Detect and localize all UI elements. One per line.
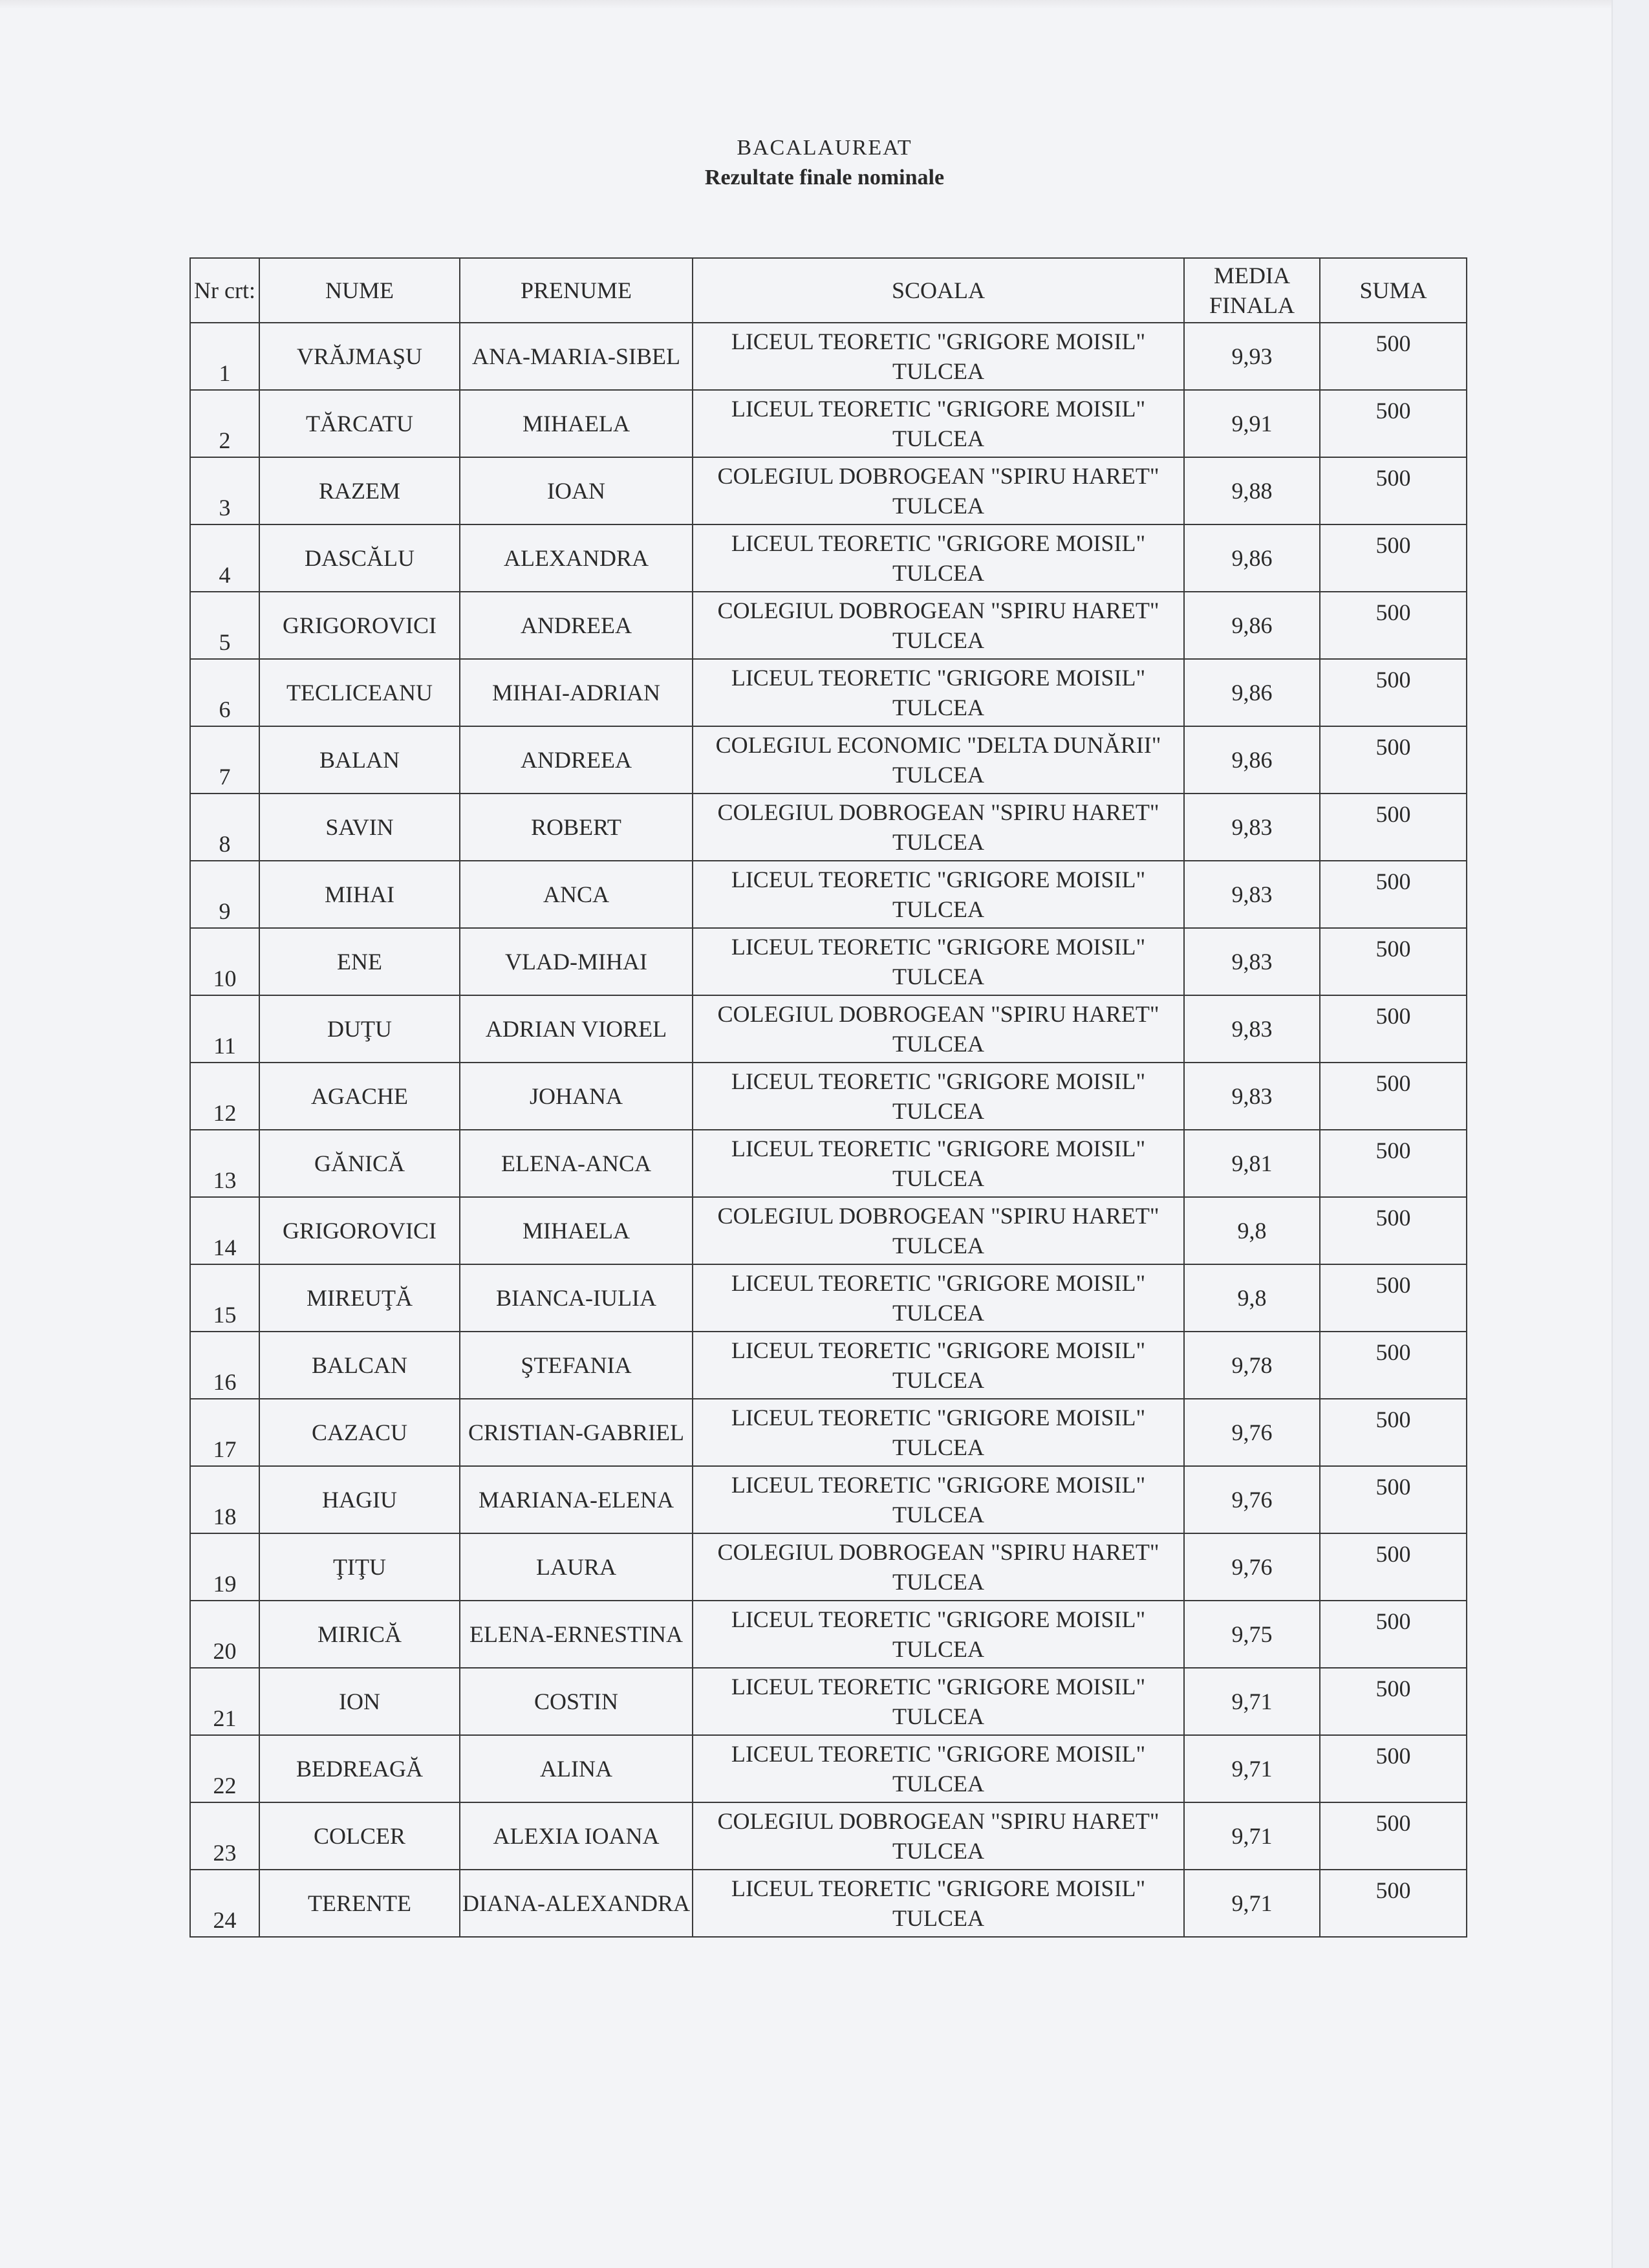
cell-nr: 1 <box>190 323 259 390</box>
cell-suma: 500 <box>1320 1466 1467 1533</box>
cell-suma: 500 <box>1320 323 1467 390</box>
header-nr: Nr crt: <box>190 258 259 323</box>
table-row <box>190 1332 1467 1399</box>
cell-nr: 7 <box>190 726 259 794</box>
cell-nume: RAZEM <box>259 457 460 524</box>
results-table <box>189 257 1467 1938</box>
document-subtitle: Rezultate finale nominale <box>704 166 945 189</box>
cell-suma: 500 <box>1320 794 1467 861</box>
header-prenume: PRENUME <box>460 258 693 323</box>
table-body <box>190 323 1467 1937</box>
table-header-row <box>190 258 1467 323</box>
cell-nr: 14 <box>190 1197 259 1264</box>
cell-suma: 500 <box>1320 1533 1467 1601</box>
cell-suma: 500 <box>1320 1264 1467 1332</box>
cell-suma: 500 <box>1320 524 1467 592</box>
cell-suma: 500 <box>1320 659 1467 726</box>
table-row <box>190 1264 1467 1332</box>
cell-media: 9,76 <box>1184 1466 1320 1533</box>
cell-nr: 6 <box>190 659 259 726</box>
cell-media: 9,86 <box>1184 659 1320 726</box>
cell-prenume: COSTIN <box>460 1668 693 1735</box>
cell-prenume: BIANCA-IULIA <box>460 1264 693 1332</box>
cell-prenume: ŞTEFANIA <box>460 1332 693 1399</box>
cell-scoala: COLEGIUL DOBROGEAN "SPIRU HARET" TULCEA <box>693 1802 1184 1870</box>
cell-media: 9,71 <box>1184 1870 1320 1937</box>
cell-nr: 17 <box>190 1399 259 1466</box>
table-row <box>190 1130 1467 1197</box>
cell-media: 9,91 <box>1184 390 1320 457</box>
cell-suma: 500 <box>1320 861 1467 928</box>
cell-nume: GĂNICĂ <box>259 1130 460 1197</box>
cell-nr: 11 <box>190 995 259 1063</box>
cell-suma: 500 <box>1320 1197 1467 1264</box>
cell-prenume: MIHAELA <box>460 1197 693 1264</box>
cell-suma: 500 <box>1320 390 1467 457</box>
cell-scoala: LICEUL TEORETIC "GRIGORE MOISIL" TULCEA <box>693 928 1184 995</box>
cell-suma: 500 <box>1320 1399 1467 1466</box>
cell-media: 9,71 <box>1184 1735 1320 1802</box>
cell-nr: 21 <box>190 1668 259 1735</box>
cell-scoala: LICEUL TEORETIC "GRIGORE MOISIL" TULCEA <box>693 1601 1184 1668</box>
cell-suma: 500 <box>1320 1601 1467 1668</box>
cell-scoala: LICEUL TEORETIC "GRIGORE MOISIL" TULCEA <box>693 659 1184 726</box>
header-nume: NUME <box>259 258 460 323</box>
table-row <box>190 1668 1467 1735</box>
cell-scoala: LICEUL TEORETIC "GRIGORE MOISIL" TULCEA <box>693 861 1184 928</box>
table-row <box>190 659 1467 726</box>
cell-prenume: ELENA-ERNESTINA <box>460 1601 693 1668</box>
cell-prenume: DIANA-ALEXANDRA <box>460 1870 693 1937</box>
table-row <box>190 1063 1467 1130</box>
cell-nume: COLCER <box>259 1802 460 1870</box>
cell-suma: 500 <box>1320 457 1467 524</box>
cell-prenume: ANCA <box>460 861 693 928</box>
cell-nume: BALCAN <box>259 1332 460 1399</box>
cell-nr: 5 <box>190 592 259 659</box>
cell-media: 9,83 <box>1184 1063 1320 1130</box>
cell-prenume: ROBERT <box>460 794 693 861</box>
cell-scoala: LICEUL TEORETIC "GRIGORE MOISIL" TULCEA <box>693 1668 1184 1735</box>
cell-scoala: LICEUL TEORETIC "GRIGORE MOISIL" TULCEA <box>693 1870 1184 1937</box>
table-row <box>190 1870 1467 1937</box>
cell-media: 9,8 <box>1184 1197 1320 1264</box>
table-row <box>190 524 1467 592</box>
table-row <box>190 457 1467 524</box>
table-row <box>190 1601 1467 1668</box>
cell-media: 9,86 <box>1184 592 1320 659</box>
cell-nr: 22 <box>190 1735 259 1802</box>
cell-scoala: COLEGIUL ECONOMIC "DELTA DUNĂRII" TULCEA <box>693 726 1184 794</box>
cell-prenume: MIHAELA <box>460 390 693 457</box>
cell-prenume: IOAN <box>460 457 693 524</box>
table-row <box>190 1802 1467 1870</box>
cell-nume: MIREUŢĂ <box>259 1264 460 1332</box>
cell-nr: 10 <box>190 928 259 995</box>
table-row <box>190 1466 1467 1533</box>
cell-suma: 500 <box>1320 1130 1467 1197</box>
cell-scoala: LICEUL TEORETIC "GRIGORE MOISIL" TULCEA <box>693 1399 1184 1466</box>
table-row <box>190 861 1467 928</box>
cell-nume: VRĂJMAŞU <box>259 323 460 390</box>
cell-suma: 500 <box>1320 928 1467 995</box>
cell-suma: 500 <box>1320 1870 1467 1937</box>
cell-nume: BEDREAGĂ <box>259 1735 460 1802</box>
cell-prenume: LAURA <box>460 1533 693 1601</box>
cell-media: 9,71 <box>1184 1802 1320 1870</box>
cell-nume: MIRICĂ <box>259 1601 460 1668</box>
cell-prenume: JOHANA <box>460 1063 693 1130</box>
cell-media: 9,78 <box>1184 1332 1320 1399</box>
cell-media: 9,88 <box>1184 457 1320 524</box>
cell-media: 9,75 <box>1184 1601 1320 1668</box>
cell-nr: 16 <box>190 1332 259 1399</box>
table-row <box>190 1399 1467 1466</box>
cell-nume: DUŢU <box>259 995 460 1063</box>
cell-prenume: MIHAI-ADRIAN <box>460 659 693 726</box>
cell-nr: 9 <box>190 861 259 928</box>
document-title: BACALAUREAT <box>737 136 912 160</box>
cell-nr: 20 <box>190 1601 259 1668</box>
cell-nume: CAZACU <box>259 1399 460 1466</box>
cell-suma: 500 <box>1320 995 1467 1063</box>
cell-nr: 15 <box>190 1264 259 1332</box>
table-row <box>190 1735 1467 1802</box>
table-row <box>190 1197 1467 1264</box>
cell-nume: HAGIU <box>259 1466 460 1533</box>
cell-nr: 4 <box>190 524 259 592</box>
document-header <box>0 133 1649 193</box>
cell-suma: 500 <box>1320 1668 1467 1735</box>
cell-nr: 3 <box>190 457 259 524</box>
cell-media: 9,81 <box>1184 1130 1320 1197</box>
cell-nume: ŢIŢU <box>259 1533 460 1601</box>
cell-scoala: COLEGIUL DOBROGEAN "SPIRU HARET" TULCEA <box>693 794 1184 861</box>
table-row <box>190 995 1467 1063</box>
cell-scoala: LICEUL TEORETIC "GRIGORE MOISIL" TULCEA <box>693 1735 1184 1802</box>
cell-scoala: LICEUL TEORETIC "GRIGORE MOISIL" TULCEA <box>693 390 1184 457</box>
cell-suma: 500 <box>1320 726 1467 794</box>
cell-nr: 8 <box>190 794 259 861</box>
cell-suma: 500 <box>1320 592 1467 659</box>
cell-nume: ION <box>259 1668 460 1735</box>
header-media: MEDIA FINALA <box>1184 258 1320 323</box>
scan-edge-right <box>1611 0 1649 2268</box>
cell-suma: 500 <box>1320 1735 1467 1802</box>
table-row <box>190 390 1467 457</box>
cell-scoala: LICEUL TEORETIC "GRIGORE MOISIL" TULCEA <box>693 1466 1184 1533</box>
cell-nume: TECLICEANU <box>259 659 460 726</box>
cell-prenume: MARIANA-ELENA <box>460 1466 693 1533</box>
cell-prenume: ANDREEA <box>460 592 693 659</box>
cell-nume: BALAN <box>259 726 460 794</box>
cell-nr: 19 <box>190 1533 259 1601</box>
cell-prenume: CRISTIAN-GABRIEL <box>460 1399 693 1466</box>
cell-scoala: COLEGIUL DOBROGEAN "SPIRU HARET" TULCEA <box>693 1197 1184 1264</box>
cell-prenume: ANA-MARIA-SIBEL <box>460 323 693 390</box>
cell-nume: GRIGOROVICI <box>259 592 460 659</box>
scan-edge-top <box>0 0 1649 9</box>
cell-nr: 23 <box>190 1802 259 1870</box>
cell-scoala: LICEUL TEORETIC "GRIGORE MOISIL" TULCEA <box>693 1332 1184 1399</box>
cell-scoala: COLEGIUL DOBROGEAN "SPIRU HARET" TULCEA <box>693 1533 1184 1601</box>
header-scoala: SCOALA <box>693 258 1184 323</box>
cell-scoala: LICEUL TEORETIC "GRIGORE MOISIL" TULCEA <box>693 1130 1184 1197</box>
cell-prenume: ELENA-ANCA <box>460 1130 693 1197</box>
cell-nume: DASCĂLU <box>259 524 460 592</box>
table-row <box>190 928 1467 995</box>
cell-media: 9,83 <box>1184 995 1320 1063</box>
cell-scoala: LICEUL TEORETIC "GRIGORE MOISIL" TULCEA <box>693 323 1184 390</box>
cell-media: 9,93 <box>1184 323 1320 390</box>
cell-nr: 13 <box>190 1130 259 1197</box>
cell-nr: 12 <box>190 1063 259 1130</box>
cell-media: 9,83 <box>1184 928 1320 995</box>
cell-media: 9,71 <box>1184 1668 1320 1735</box>
cell-prenume: ANDREEA <box>460 726 693 794</box>
cell-nume: MIHAI <box>259 861 460 928</box>
cell-nume: TĂRCATU <box>259 390 460 457</box>
table-row <box>190 592 1467 659</box>
table-row <box>190 726 1467 794</box>
cell-media: 9,76 <box>1184 1399 1320 1466</box>
table-row <box>190 794 1467 861</box>
cell-prenume: ALINA <box>460 1735 693 1802</box>
cell-nume: SAVIN <box>259 794 460 861</box>
cell-scoala: LICEUL TEORETIC "GRIGORE MOISIL" TULCEA <box>693 1264 1184 1332</box>
cell-media: 9,83 <box>1184 794 1320 861</box>
cell-suma: 500 <box>1320 1802 1467 1870</box>
cell-prenume: ALEXANDRA <box>460 524 693 592</box>
table-row <box>190 323 1467 390</box>
cell-media: 9,8 <box>1184 1264 1320 1332</box>
cell-suma: 500 <box>1320 1332 1467 1399</box>
cell-media: 9,86 <box>1184 524 1320 592</box>
cell-media: 9,86 <box>1184 726 1320 794</box>
cell-prenume: ADRIAN VIOREL <box>460 995 693 1063</box>
cell-nume: AGACHE <box>259 1063 460 1130</box>
table-row <box>190 1533 1467 1601</box>
cell-nr: 24 <box>190 1870 259 1937</box>
cell-nume: GRIGOROVICI <box>259 1197 460 1264</box>
cell-media: 9,76 <box>1184 1533 1320 1601</box>
cell-nume: ENE <box>259 928 460 995</box>
cell-nr: 2 <box>190 390 259 457</box>
cell-prenume: VLAD-MIHAI <box>460 928 693 995</box>
cell-nume: TERENTE <box>259 1870 460 1937</box>
cell-scoala: LICEUL TEORETIC "GRIGORE MOISIL" TULCEA <box>693 1063 1184 1130</box>
cell-suma: 500 <box>1320 1063 1467 1130</box>
header-suma: SUMA <box>1320 258 1467 323</box>
cell-scoala: COLEGIUL DOBROGEAN "SPIRU HARET" TULCEA <box>693 592 1184 659</box>
cell-prenume: ALEXIA IOANA <box>460 1802 693 1870</box>
cell-scoala: COLEGIUL DOBROGEAN "SPIRU HARET" TULCEA <box>693 457 1184 524</box>
cell-scoala: LICEUL TEORETIC "GRIGORE MOISIL" TULCEA <box>693 524 1184 592</box>
cell-scoala: COLEGIUL DOBROGEAN "SPIRU HARET" TULCEA <box>693 995 1184 1063</box>
cell-media: 9,83 <box>1184 861 1320 928</box>
cell-nr: 18 <box>190 1466 259 1533</box>
